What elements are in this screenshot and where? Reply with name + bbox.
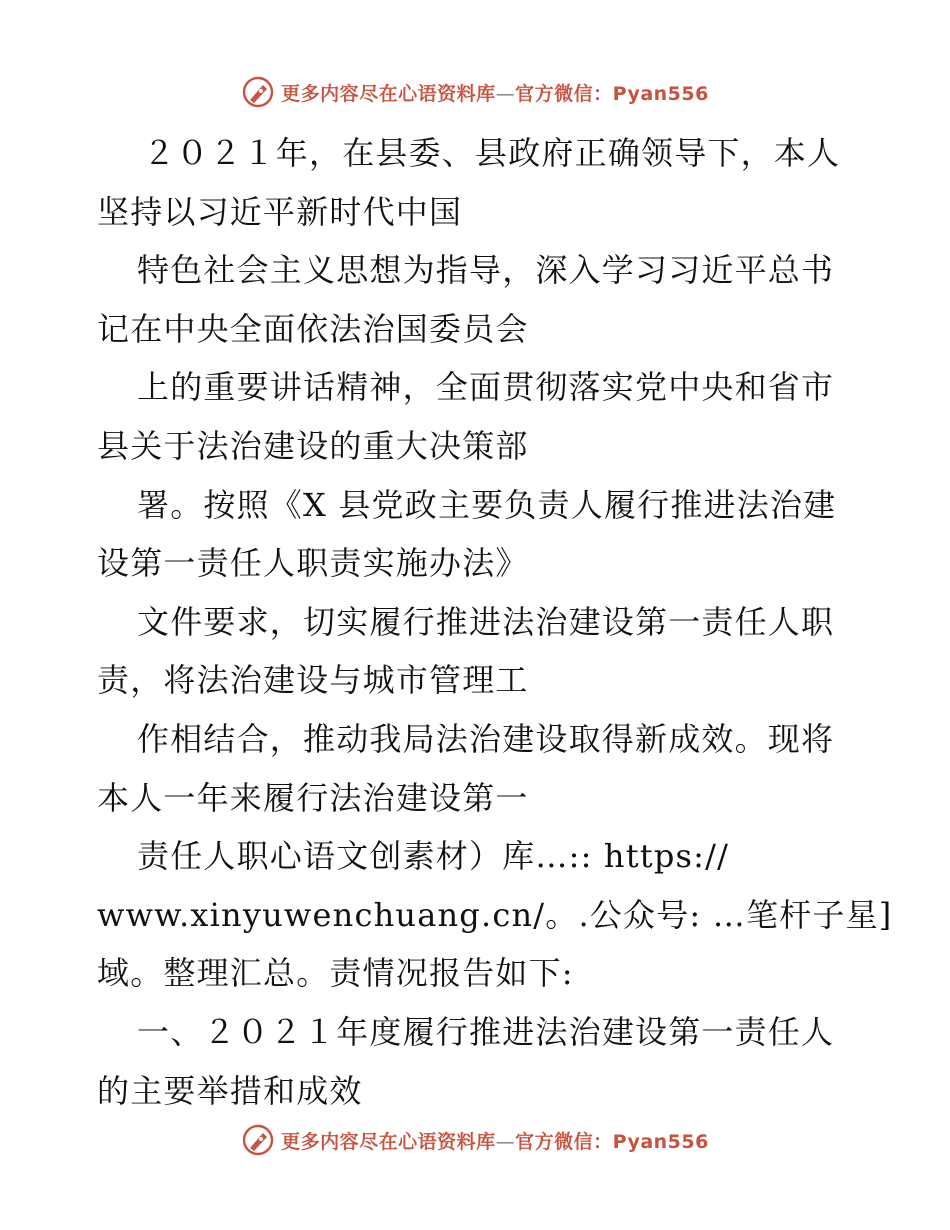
- body-line-13: 责任人职心语文创素材）库…:: https://: [137, 837, 730, 876]
- body-line-3: 特色社会主义思想为指导，深入学习习近平总书: [137, 251, 835, 290]
- body-line-12: 本人一年来履行法治建设第一: [97, 778, 529, 817]
- banner-lead-text: 更多内容尽在心语资料库: [281, 82, 496, 105]
- body-line-16: 一、２０２１年度履行推进法治建设第一责任人: [137, 1012, 835, 1051]
- document-body: [97, 124, 893, 1120]
- body-line-11: 作相结合，推动我局法治建设取得新成效。现将: [137, 719, 835, 758]
- banner-dash: —: [495, 1130, 516, 1153]
- body-line-17: 的主要举措和成效: [97, 1071, 363, 1110]
- body-line-4: 记在中央全面依法治国委员会: [97, 309, 529, 348]
- body-line-14: www.xinyuwenchuang.cn/。.公众号: …笔杆子星]: [97, 895, 893, 934]
- banner-dash: —: [495, 82, 516, 105]
- body-line-9: 文件要求，切实履行推进法治建设第一责任人职: [137, 602, 835, 641]
- footer-watermark-banner: [0, 1120, 950, 1160]
- pen-nib-logo-icon: [241, 75, 275, 109]
- banner-lead-text: 更多内容尽在心语资料库: [281, 1130, 496, 1153]
- banner-wechat-text: 官方微信：Pyan556: [515, 1130, 709, 1153]
- body-line-7: 署。按照《X 县党政主要负责人履行推进法治建: [137, 485, 837, 524]
- pen-nib-logo-icon: [241, 1123, 275, 1157]
- body-line-2: 坚持以习近平新时代中国: [97, 192, 463, 231]
- banner-wechat-text: 官方微信：Pyan556: [515, 82, 709, 105]
- header-watermark-banner: [0, 72, 950, 112]
- body-line-5: 上的重要讲话精神，全面贯彻落实党中央和省市: [137, 368, 835, 407]
- body-line-10: 责，将法治建设与城市管理工: [97, 661, 529, 700]
- body-line-8: 设第一责任人职责实施办法》: [97, 544, 529, 583]
- body-line-15: 域。整理汇总。责情况报告如下:: [97, 954, 574, 993]
- body-line-1: ２０２１年，在县委、县政府正确领导下，本人: [143, 134, 841, 172]
- body-line-6: 县关于法治建设的重大决策部: [97, 426, 529, 465]
